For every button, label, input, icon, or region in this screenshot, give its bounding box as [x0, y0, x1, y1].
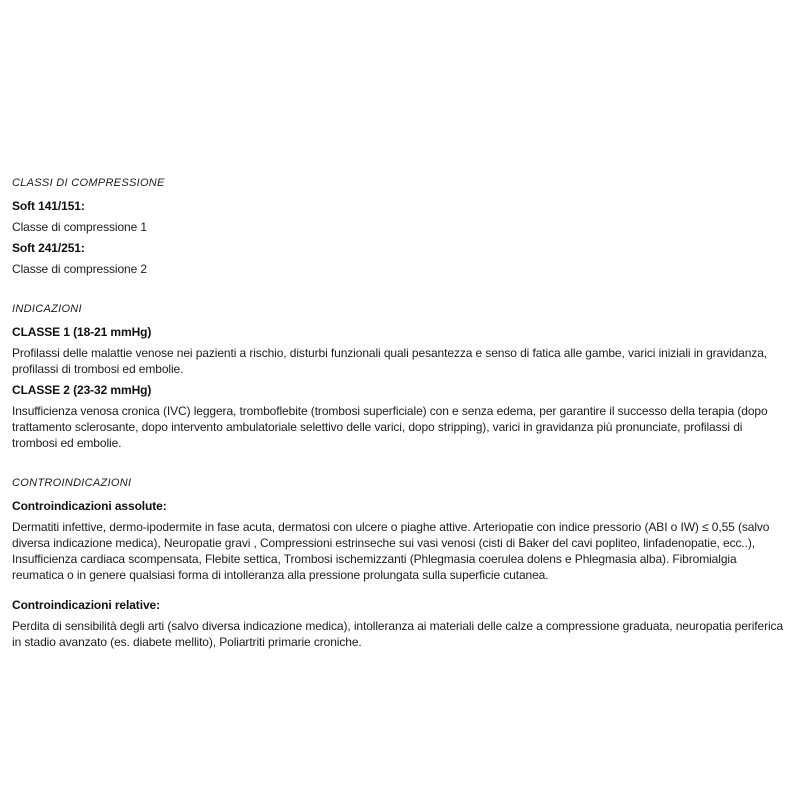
- info-section: [12, 177, 790, 277]
- sub-heading: Controindicazioni assolute:: [12, 499, 167, 513]
- section-title: INDICAZIONI: [12, 303, 82, 315]
- paragraph: Classe di compressione 2: [12, 262, 147, 276]
- sub-heading: Soft 141/151:: [12, 199, 85, 213]
- info-section: [12, 303, 790, 451]
- product-info-text-block: [12, 177, 790, 676]
- sub-heading: CLASSE 2 (23-32 mmHg): [12, 383, 152, 397]
- paragraph: Dermatiti infettive, dermo-ipodermite in fase acuta, dermatosi con ulcere o piaghe attive. Arteriopatie con indice pressorio (ABI o IW) ≤ 0,55 (salvo diversa indicazione medica), Neuropatie gravi , Compressioni estrinseche sui vasi venosi (cisti di Baker del cavi popliteo, linfadenopatie, ecc..), Insufficienza cardiaca scompensata, Flebite settica, Trombosi ischemizzanti (Phlegmasia coerulea dolens e Phlegmasia alba). Fibromialgia reumatica o in genere qualsiasi forma di intolleranza alla pressione prolungata sulla superficie cutanea.: [12, 520, 770, 582]
- sub-heading: Controindicazioni relative:: [12, 598, 160, 612]
- paragraph: Perdita di sensibilità degli arti (salvo diversa indicazione medica), intolleranza ai materiali delle calze a compressione graduata, neuropatia periferica in stadio avanzato (es. diabete mellito), Poliartriti primarie croniche.: [12, 619, 784, 649]
- paragraph: Profilassi delle malattie venose nei pazienti a rischio, disturbi funzionali quali pesantezza e senso di fatica alle gambe, varici iniziali in gravidanza, profilassi di trombosi ed embolie.: [12, 346, 768, 376]
- sub-heading: CLASSE 1 (18-21 mmHg): [12, 325, 152, 339]
- section-title: CONTROINDICAZIONI: [12, 477, 132, 489]
- paragraph: Classe di compressione 1: [12, 220, 147, 234]
- info-section: [12, 477, 790, 650]
- section-title: CLASSI DI COMPRESSIONE: [12, 177, 165, 189]
- paragraph: Insufficienza venosa cronica (IVC) leggera, tromboflebite (trombosi superficiale) con e senza edema, per garantire il successo della terapia (dopo trattamento sclerosante, dopo intervento ambulatoriale selettivo delle varici, dopo stripping), varici in gravidanza più pronunciate, profilassi di trombosi ed embolie.: [12, 404, 768, 450]
- sub-heading: Soft 241/251:: [12, 241, 85, 255]
